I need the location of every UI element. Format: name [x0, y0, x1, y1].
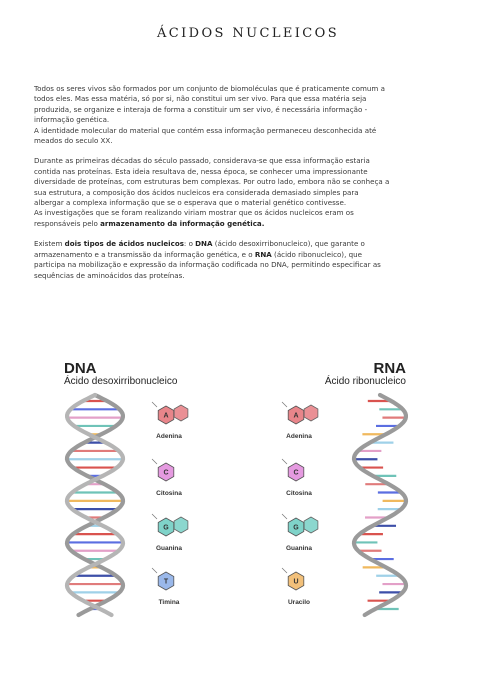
dna-base-bond — [152, 402, 157, 407]
rna-base-bond — [282, 459, 287, 464]
paragraph-3 — [34, 239, 464, 281]
helix-illustration — [0, 355, 496, 625]
text-line: participa na mobilização e expressão da informação codificada no DNA, permitindo especificar as — [34, 260, 381, 270]
rna-base-label: Adenina — [286, 433, 312, 440]
rna-base-ring-icon — [304, 405, 318, 421]
text-line — [34, 250, 464, 260]
dna-base-ring-icon — [174, 405, 188, 421]
text-line — [34, 219, 464, 229]
text-fragment: (ácido ribonucleico), que — [271, 249, 362, 259]
text-line: A identidade molecular do material que contém essa informação permaneceu desconhecida até — [34, 125, 377, 135]
body-text — [34, 84, 464, 291]
dna-base-label: Adenina — [156, 433, 182, 440]
rna-base-label: Citosina — [286, 490, 312, 497]
paragraph-2 — [34, 156, 464, 229]
rna-backbone — [354, 395, 406, 615]
bold-phrase: dois tipos de ácidos nucleicos — [64, 239, 184, 249]
dna-base-label: Guanina — [155, 545, 182, 552]
bold-phrase: armazenamento da informação genética. — [100, 218, 265, 228]
rna-base-bond — [282, 514, 287, 519]
text-line: sua estrutura, a composição dos ácidos nucleicos era considerada demasiado simples para — [34, 187, 359, 197]
rna-base-letter: U — [293, 578, 299, 586]
text-line: sequências de aminoácidos das proteínas. — [34, 270, 185, 280]
text-line: As investigações que se foram realizando viriam mostrar que os ácidos nucleicos eram os — [34, 208, 354, 218]
text-fragment: armazenamento e a transmissão da informação genética, e o — [34, 249, 255, 259]
text-line: Todos os seres vivos são formados por um conjunto de biomoléculas que é praticamente comum a — [34, 84, 385, 93]
dna-title: DNA — [64, 360, 97, 377]
rna-base-label: Guanina — [285, 545, 312, 552]
dna-base-bond — [152, 459, 157, 464]
text-line: informação genética. — [34, 115, 110, 125]
dna-subtitle: Ácido desoxirribonucleico — [64, 376, 178, 387]
paragraph-1 — [34, 84, 464, 146]
text-line — [34, 239, 464, 249]
text-fragment: (ácido desoxirribonucleico), que garante o — [212, 239, 365, 249]
text-fragment: responsáveis pelo — [34, 218, 101, 228]
page-title: ÁCIDOS NUCLEICOS — [156, 26, 340, 41]
dna-base-letter: A — [163, 412, 169, 420]
text-line: meados do seculo XX. — [34, 136, 113, 146]
text-line: albergar a complexa informação que se o esperava que o material genético contivesse. — [34, 198, 347, 208]
dna-base-letter: T — [163, 578, 169, 586]
rna-base-bond — [282, 568, 287, 573]
text-line: Durante as primeiras décadas do século passado, considerava-se que essa informação estaria — [34, 156, 370, 166]
dna-base-letter: G — [163, 524, 169, 532]
bold-phrase: DNA — [195, 239, 213, 249]
dna-base-label: Citosina — [156, 490, 182, 497]
rna-base-bond — [282, 402, 287, 407]
text-line: diversidade de proteínas, com estruturas bem complexas. Por outro lado, embora não se conheça a — [34, 177, 390, 187]
dna-base-bond — [152, 514, 157, 519]
rna-base-letter: G — [293, 524, 299, 532]
text-line: todos eles. Mas essa matéria, só por si, não constitui um ser vivo. Para que essa matéria seja — [34, 94, 367, 104]
text-fragment: Existem — [34, 239, 65, 249]
text-line: contida nas proteínas. Esta ideia resultava de, nessa época, se conhecer uma impressionante — [34, 166, 368, 176]
rna-title: RNA — [373, 360, 406, 377]
nucleic-acid-figure — [0, 355, 496, 625]
rna-base-letter: A — [293, 412, 299, 420]
bold-phrase: RNA — [254, 249, 272, 259]
dna-base-ring-icon — [174, 517, 188, 533]
rna-base-label: Uracilo — [287, 599, 311, 606]
rna-subtitle: Ácido ribonucleico — [324, 376, 406, 387]
dna-base-letter: C — [163, 469, 169, 477]
rna-base-letter: C — [293, 469, 299, 477]
text-line: produzida, se organize e interaja de forma a constituir um ser vivo, é necessária informação - — [34, 104, 368, 114]
dna-base-bond — [152, 568, 157, 573]
rna-base-ring-icon — [304, 517, 318, 533]
text-fragment: : o — [183, 239, 196, 249]
dna-base-label: Timina — [158, 599, 180, 606]
